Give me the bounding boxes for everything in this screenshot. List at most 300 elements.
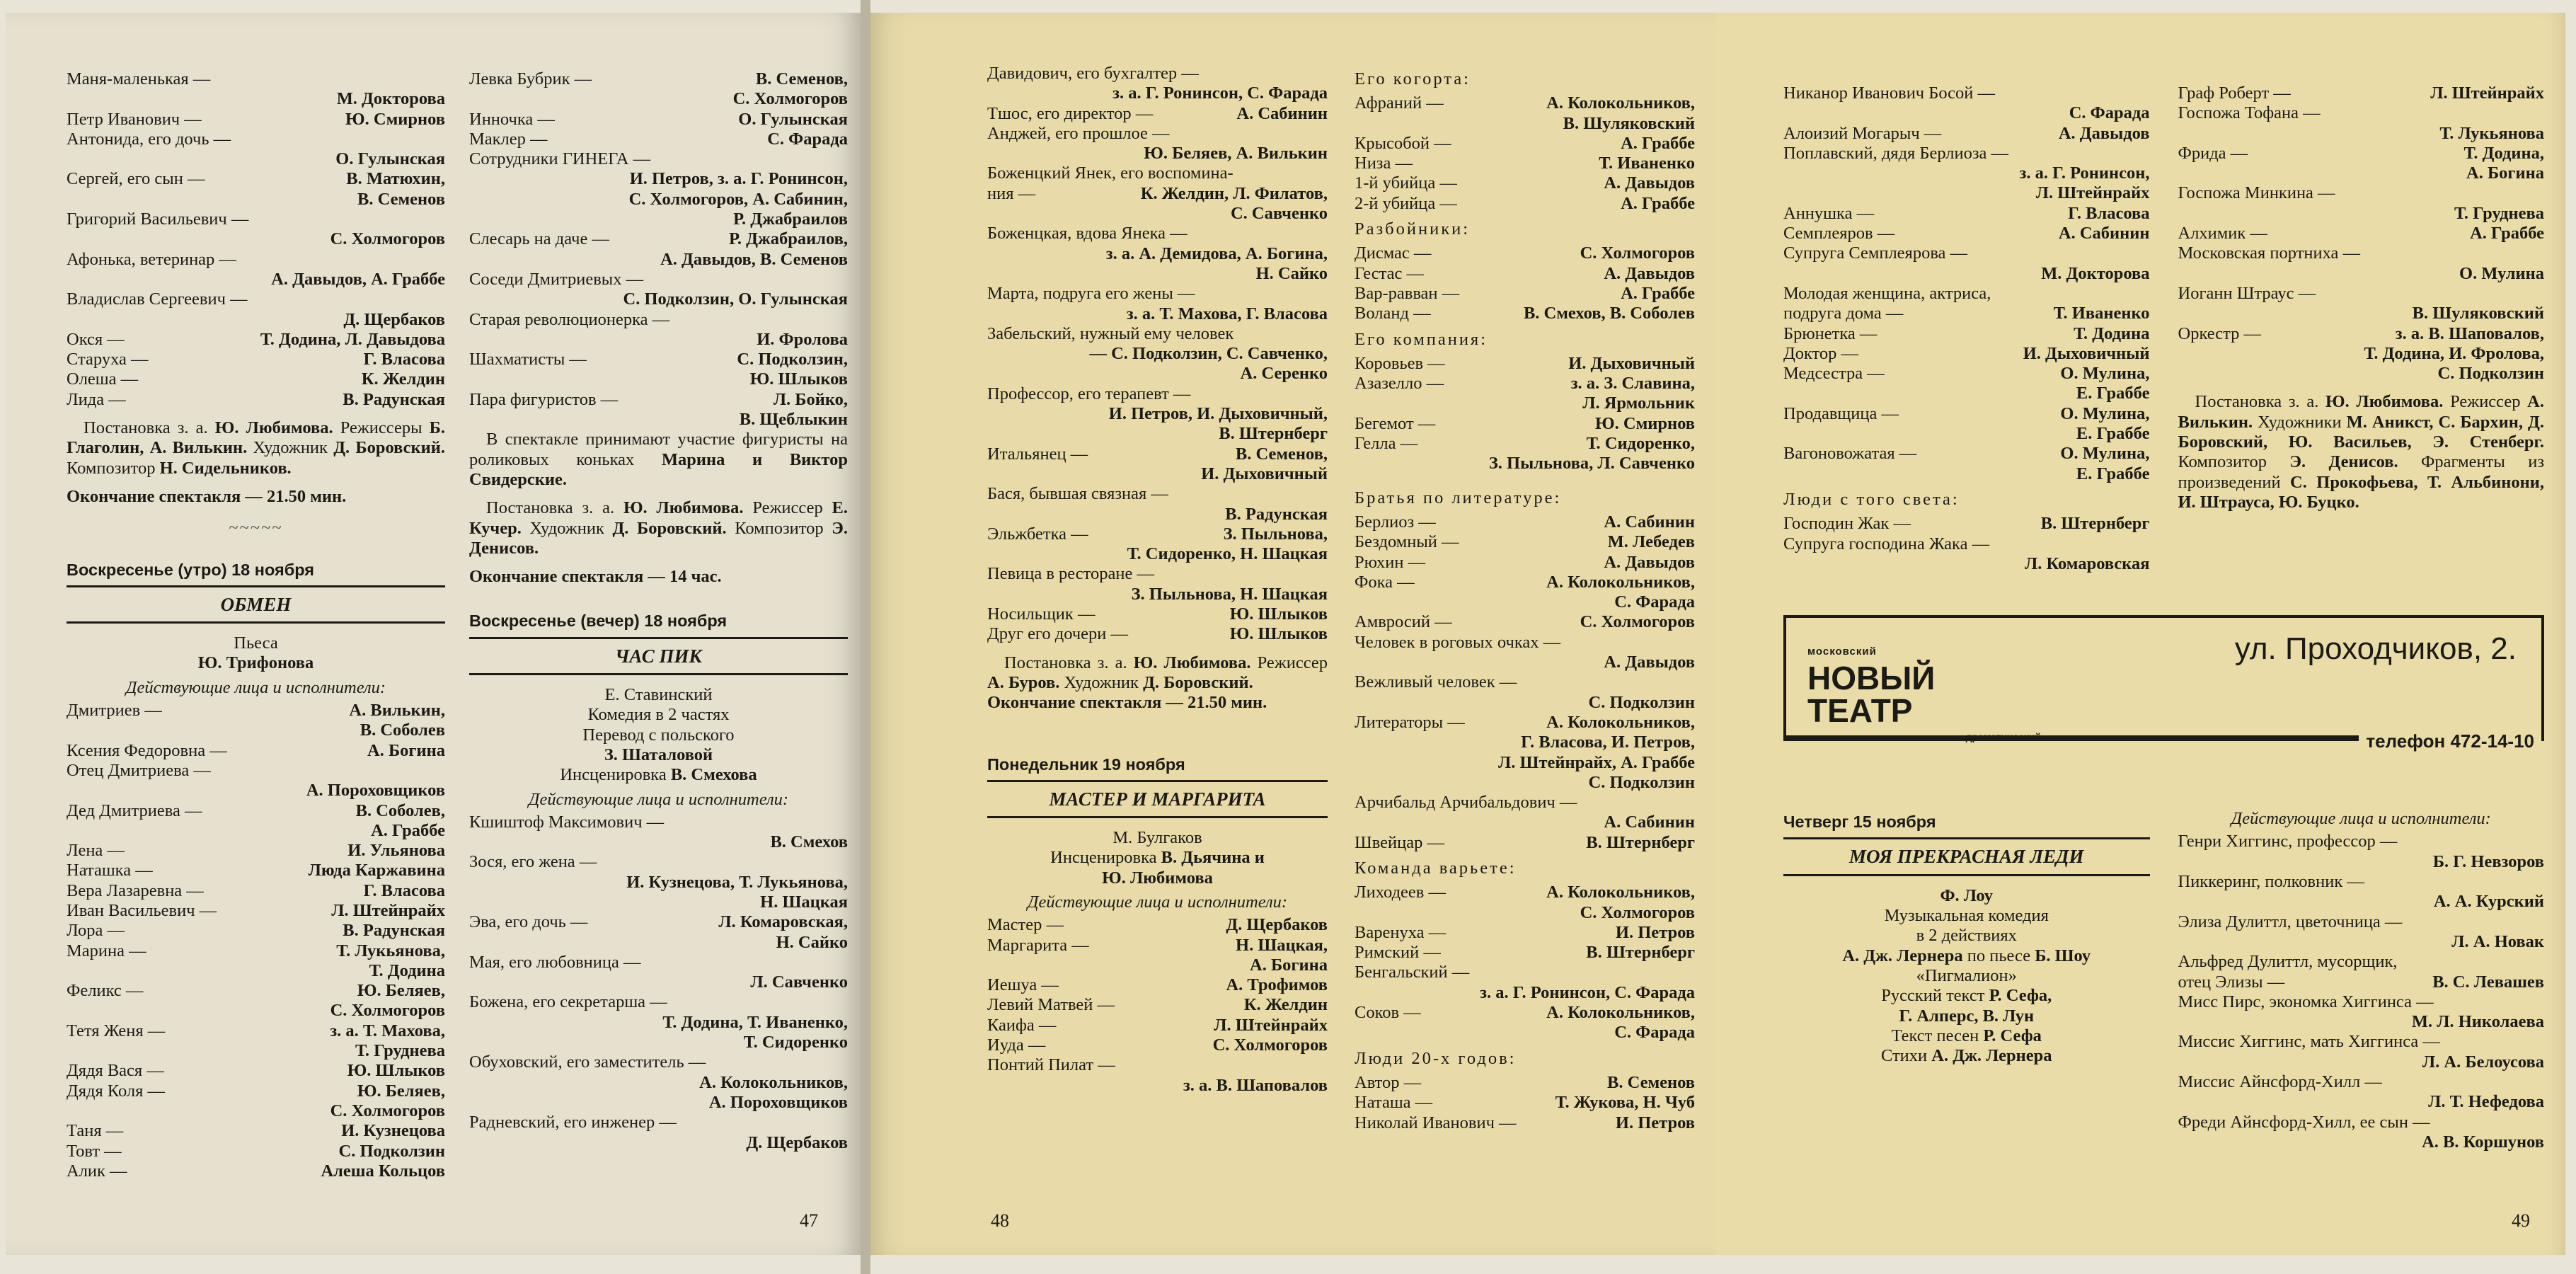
- role-name: Каифа —: [987, 1015, 1057, 1035]
- role-name: Маргарита —: [987, 935, 1089, 955]
- cast-entry: [1355, 963, 1695, 982]
- cast-entry: [67, 741, 445, 761]
- role-group-heading: Люди с того света:: [1783, 489, 1960, 509]
- role-name: Алик —: [67, 1161, 127, 1181]
- cast-entry: [1355, 793, 1695, 813]
- actor-name: О. Мулина,: [2060, 364, 2150, 384]
- cast-entry: [1783, 324, 2150, 344]
- role-name: Лена —: [67, 841, 125, 861]
- actor-name: А. Пороховщиков: [708, 1092, 848, 1112]
- actor-name: И. Петров, И. Дыховичный,: [1108, 404, 1328, 424]
- cast-entry: [67, 1061, 445, 1081]
- actor-name: Л. Штейнрайх, А. Граббе: [1498, 752, 1695, 772]
- actor-name: В. Штернберг: [2040, 514, 2150, 534]
- actor-name: О. Гулынская: [738, 109, 848, 129]
- spacer: [469, 587, 848, 604]
- role-name: Варенуха —: [1355, 922, 1447, 942]
- actor-name: В. Семенов: [357, 189, 445, 209]
- cast-entry: [987, 915, 1328, 935]
- credits-paragraph: Постановка з. а. Ю. Любимова. Режиссер А. Вилькин. Художники М. Аникст, С. Бархин, Д. Боровский, Ю. Васильев, Э. Стенберг. Композитор Э. Денисов. Фрагменты из произведений С. Прокофьева, Т. Альбинони, И. Штрауса, Ю. Буцко.: [2178, 392, 2545, 512]
- cast-entry: [1355, 532, 1695, 552]
- actor-name: А. Богина: [367, 740, 445, 760]
- theatre-phone: телефон 472-14-10: [2359, 731, 2541, 751]
- actor-name: Л. Т. Нефедова: [2428, 1092, 2544, 1112]
- theatre-advertisement: [1783, 615, 2544, 752]
- role-group-heading: Люди 20-х годов:: [1355, 1048, 1517, 1068]
- actor-name: Т. Лукьянова,: [336, 941, 445, 960]
- role-name: Никанор Иванович Босой —: [1783, 84, 1996, 103]
- actor-name: З. Пыльнова, Л. Савченко: [1488, 454, 1695, 474]
- actor-name: С. Подколзин: [338, 1141, 445, 1161]
- actor-name: Т. Жукова, Н. Чуб: [1555, 1093, 1695, 1113]
- role-name: Соседи Дмитриевых —: [469, 269, 644, 289]
- cast-entry: [1355, 512, 1695, 532]
- cast-entry: [1355, 672, 1695, 692]
- cast-entry: [1355, 1113, 1695, 1133]
- cast-entry: [67, 841, 445, 861]
- cast-entry: [987, 975, 1328, 995]
- actor-name: А. Богина: [2466, 163, 2544, 183]
- role-name: Сотрудники ГИНЕГА —: [469, 149, 651, 169]
- actor-name: Л. Савченко: [750, 972, 848, 992]
- actor-name: С. Холмогоров: [1580, 902, 1695, 922]
- actor-name: Д. Щербаков: [343, 309, 445, 329]
- performance-date: Воскресенье (утро) 18 ноября: [67, 560, 314, 579]
- cast-entry: [469, 310, 848, 330]
- role-name: Певица в ресторане —: [987, 564, 1155, 584]
- role-name: Дед Дмитриева —: [67, 800, 202, 820]
- role-name: Семплеяров —: [1783, 224, 1895, 243]
- play-info: Пьеса: [234, 633, 278, 653]
- actor-name: Л. Штейнрайх: [1214, 1015, 1328, 1035]
- cast-heading: Действующие лица и исполнители:: [528, 789, 789, 809]
- cast-entry: [1355, 134, 1695, 154]
- role-name: Профессор, его терапевт —: [987, 384, 1191, 403]
- role-name: Соков —: [1355, 1003, 1421, 1023]
- actor-name: Л. Комаровская: [2024, 553, 2150, 573]
- actor-name: Т. Сидоренко,: [1586, 434, 1695, 454]
- actor-name: И. Дыховичный: [1201, 464, 1328, 483]
- actor-name: А. Давыдов: [1604, 263, 1695, 283]
- cast-entry: [987, 624, 1328, 644]
- play-info: Перевод с польского: [582, 725, 735, 745]
- actor-name: з. а. В. Шаповалов,: [2395, 323, 2544, 343]
- cast-entry: [469, 390, 848, 410]
- theatre-address: ул. Проходчиков, 2.: [2234, 631, 2517, 667]
- cast-entry: [1355, 154, 1695, 173]
- actor-name: Т. Груднева: [355, 1041, 445, 1061]
- role-name: Николай Иванович —: [1355, 1113, 1517, 1132]
- cast-entry: [2178, 1113, 2545, 1132]
- actor-name: В. Шуляковский: [2412, 304, 2544, 323]
- role-name: Владислав Сергеевич —: [67, 289, 248, 309]
- page-47-left-column: [67, 69, 445, 1181]
- actor-name: А. Граббе: [1621, 133, 1695, 153]
- actor-name: Л. Комаровская,: [718, 912, 848, 932]
- role-name: Госпожа Тофана —: [2178, 103, 2321, 123]
- cast-entry: [67, 941, 445, 961]
- actor-name: Т. Иваненко: [2053, 304, 2150, 323]
- role-name: Антонида, его дочь —: [67, 129, 231, 149]
- cast-entry: [67, 1142, 445, 1161]
- cast-entry: [469, 992, 848, 1012]
- actor-name: Н. Сайко: [776, 932, 848, 952]
- cast-entry: [469, 1113, 848, 1132]
- actor-name: Т. Груднева: [2454, 203, 2544, 223]
- credits-paragraph: Постановка з. а. Ю. Любимова. Режиссеры Б. Глаголин, А. Вилькин. Художник Д. Боровский. Композитор Н. Сидельников.: [67, 418, 445, 478]
- cast-entry: [1783, 404, 2150, 424]
- role-name: Вера Лазаревна —: [67, 880, 204, 900]
- actor-name: А. Пороховщиков: [306, 781, 445, 800]
- actor-name: И. Кузнецова, Т. Лукьянова,: [626, 872, 848, 892]
- role-name: Пара фигуристов —: [469, 389, 619, 409]
- play-info: М. Булгаков: [1112, 828, 1202, 848]
- play-info: Русский текст Р. Сефа,: [1881, 986, 2052, 1006]
- spacer: [67, 478, 445, 487]
- role-name: Радневский, его инженер —: [469, 1113, 677, 1132]
- actor-name: А. Колокольников,: [1546, 712, 1695, 732]
- role-name: Вагоновожатая —: [1783, 444, 1917, 464]
- role-name: Дмитриев —: [67, 701, 162, 721]
- role-name: Швейцар —: [1355, 832, 1444, 852]
- role-name: Друг его дочери —: [987, 624, 1129, 644]
- actor-name: Е. Граббе: [2076, 464, 2150, 483]
- logo-small-text: московский: [1807, 645, 1877, 658]
- cast-entry: [67, 861, 445, 880]
- cast-entry: [2178, 284, 2545, 304]
- role-name: Ксения Федоровна —: [67, 740, 227, 760]
- cast-entry: [1355, 434, 1695, 454]
- page-48-right-column: [1355, 64, 1695, 1133]
- role-name: Вежливый человек —: [1355, 672, 1517, 692]
- role-name: Иван Васильевич —: [67, 900, 217, 920]
- actor-name: з. а. З. Славина,: [1570, 374, 1695, 394]
- role-name: Миссис Хиггинс, мать Хиггинса —: [2178, 1032, 2440, 1052]
- actor-name: Ю. Шлыков: [347, 1061, 445, 1081]
- role-name: Тшос, его директор —: [987, 103, 1154, 123]
- cast-entry: [1355, 833, 1695, 853]
- play-info: «Пигмалион»: [1916, 965, 2017, 985]
- role-name: Петр Иванович —: [67, 109, 202, 129]
- role-name: Мая, его любовница —: [469, 952, 641, 972]
- role-name: Старая революционерка —: [469, 309, 670, 329]
- role-name: Иешуа —: [987, 975, 1059, 995]
- cast-entry: [1783, 224, 2150, 243]
- cast-entry: [2178, 144, 2545, 163]
- actor-name: Люда Каржавина: [308, 861, 445, 880]
- role-name: Наташка —: [67, 861, 153, 880]
- actor-name: С. Фарада: [2069, 103, 2150, 123]
- cast-entry: [67, 801, 445, 821]
- cast-entry: [987, 64, 1328, 84]
- role-name: Отец Дмитриева —: [67, 760, 211, 780]
- role-name: Шахматисты —: [469, 350, 587, 369]
- actor-name: С. Подколзин, О. Гулынская: [623, 289, 848, 309]
- role-name: Понтий Пилат —: [987, 1055, 1115, 1075]
- cast-entry: [987, 224, 1328, 243]
- actor-name: В. Семенов,: [755, 69, 848, 88]
- role-name: Фока —: [1355, 572, 1415, 592]
- play-author: З. Шаталовой: [604, 745, 713, 764]
- role-name: Фреди Айнсфорд-Хилл, ее сын —: [2178, 1112, 2430, 1132]
- cast-entry: [1783, 144, 2150, 163]
- actor-name: В. Соболев: [360, 721, 445, 740]
- page-49-top-right-column: [2178, 84, 2545, 574]
- actor-name: И. Фролова: [757, 329, 848, 349]
- play-info: Е. Ставинский: [604, 685, 713, 705]
- actor-name: Г. Власова: [363, 880, 445, 900]
- actor-name: В. Радунская: [1225, 504, 1328, 524]
- role-name: Зося, его жена —: [469, 852, 597, 872]
- cast-entry: [469, 852, 848, 872]
- role-name: Эва, его дочь —: [469, 912, 588, 932]
- role-name: Левий Матвей —: [987, 995, 1115, 1015]
- actor-name: Д. Щербаков: [1226, 915, 1328, 935]
- actor-name: М. Докторова: [2041, 263, 2150, 283]
- role-name: Марина —: [67, 941, 146, 960]
- logo-title: НОВЫЙ ТЕАТР: [1807, 660, 1936, 730]
- cast-entry: [987, 564, 1328, 584]
- actor-name: С. Холмогоров: [1580, 612, 1695, 632]
- role-name: Оркестр —: [2178, 323, 2261, 343]
- cast-entry: [67, 369, 445, 389]
- role-name: Иоганн Штраус —: [2178, 283, 2316, 303]
- actor-name: О. Мулина: [2459, 263, 2544, 283]
- actor-name: А. Граббе: [371, 820, 445, 840]
- cast-entry: [469, 953, 848, 972]
- cast-entry: [2178, 183, 2545, 203]
- actor-name: И. Петров: [1615, 922, 1695, 942]
- page-number: 47: [800, 1210, 818, 1231]
- spacer: [987, 645, 1328, 653]
- actor-name: И. Петров, з. а. Г. Ронинсон,: [629, 169, 848, 189]
- cast-heading: Действующие лица и исполнители:: [125, 677, 386, 697]
- actor-name: И. Кузнецова: [341, 1121, 445, 1141]
- cast-entry: [67, 981, 445, 1001]
- actor-name: С. Подколзин,: [737, 350, 848, 369]
- role-name: Эльжбетка —: [987, 524, 1088, 544]
- role-group-heading: Его когорта:: [1355, 69, 1471, 88]
- cast-entry: [987, 444, 1328, 464]
- actor-name: А. Давыдов: [1604, 653, 1695, 672]
- role-name: Лиходеев —: [1355, 883, 1446, 902]
- actor-name: А. Граббе: [1621, 193, 1695, 213]
- cast-entry: [987, 995, 1328, 1015]
- role-name: Доктор —: [1783, 343, 1859, 363]
- play-info: А. Дж. Лернера по пьесе Б. Шоу: [1842, 946, 2091, 965]
- actor-name: С. Холмогоров: [330, 1101, 445, 1120]
- actor-name: Ю. Беляев, А. Вилькин: [1144, 144, 1328, 163]
- role-name: Госпожа Минкина —: [2178, 183, 2335, 203]
- actor-name: К. Желдин: [1243, 995, 1328, 1015]
- role-name: Автор —: [1355, 1072, 1422, 1092]
- cast-entry: [67, 1121, 445, 1141]
- role-name: Дисмас —: [1355, 243, 1432, 263]
- actor-name: М. Л. Николаева: [2411, 1012, 2544, 1032]
- role-group-heading: Братья по литературе:: [1355, 488, 1562, 507]
- cast-entry: [987, 104, 1328, 124]
- cast-entry: [469, 110, 848, 130]
- show-end-time: Окончание спектакля — 14 час.: [469, 567, 722, 587]
- cast-entry: [2178, 1072, 2545, 1092]
- actor-name: А. Давыдов: [2058, 123, 2150, 143]
- actor-name: С. Подколзин: [2437, 364, 2544, 384]
- actor-name: Ю. Беляев,: [357, 1081, 445, 1101]
- role-group-heading: Команда варьете:: [1355, 858, 1517, 878]
- actor-name: В. Семенов: [1606, 1072, 1695, 1092]
- actor-name: А. Давыдов: [1604, 552, 1695, 572]
- cast-entry: [469, 149, 848, 169]
- role-name: Азазелло —: [1355, 374, 1444, 394]
- role-group-heading: Его компания:: [1355, 329, 1488, 349]
- role-name: Берлиоз —: [1355, 512, 1436, 532]
- role-name: Боженцкий Янек, его воспомина-: [987, 163, 1234, 183]
- role-name: Элиза Дулиттл, цветочница —: [2178, 912, 2403, 931]
- role-name: Пиккеринг, полковник —: [2178, 872, 2364, 892]
- cast-entry: [67, 1081, 445, 1101]
- role-name: Медсестра —: [1783, 364, 1885, 384]
- role-name: Аннушка —: [1783, 203, 1875, 223]
- role-name: Низа —: [1355, 154, 1413, 173]
- actor-name: з. а. Т. Махова,: [330, 1021, 445, 1040]
- actor-name: Ю. Шлыков: [1229, 604, 1328, 624]
- actor-name: з. а. Г. Ронинсон,: [2019, 163, 2150, 183]
- spacer: [2178, 384, 2545, 392]
- actor-name: Т. Лукьянова: [2439, 123, 2544, 143]
- role-name: Алоизий Могарыч —: [1783, 123, 1942, 143]
- actor-name: Д. Щербаков: [746, 1132, 848, 1152]
- cast-entry: [1355, 374, 1695, 394]
- cast-entry: [469, 69, 848, 89]
- role-name: Человек в роговых очках —: [1355, 632, 1561, 652]
- cast-entry: [67, 1021, 445, 1041]
- page-47: [6, 13, 861, 1255]
- role-name: Продавщица —: [1783, 403, 1899, 423]
- actor-name: С. Савченко: [1230, 204, 1328, 224]
- role-name: Тетя Женя —: [67, 1021, 166, 1040]
- actor-name: А. Сабинин: [2058, 224, 2150, 243]
- credits-paragraph: Постановка з. а. Ю. Любимова. Режиссер А. Буров. Художник Д. Боровский.: [987, 653, 1328, 692]
- page-48: [870, 13, 1716, 1255]
- cast-entry: [469, 350, 848, 369]
- actor-name: з. а. В. Шаповалов: [1183, 1075, 1328, 1095]
- theatre-logo: [1807, 642, 2041, 747]
- actor-name: Б. Г. Невзоров: [2432, 851, 2544, 871]
- actor-name: В. Шуляковский: [1563, 113, 1695, 133]
- role-name: Миссис Айнсфорд-Хилл —: [2178, 1072, 2382, 1091]
- actor-name: С. Фарада: [1614, 1023, 1695, 1043]
- cast-entry: [67, 130, 445, 149]
- cast-entry: [67, 1161, 445, 1181]
- cast-entry: [1783, 284, 2150, 304]
- cast-entry: [1355, 414, 1695, 434]
- role-name: Брюнетка —: [1783, 323, 1878, 343]
- role-name: Марта, подруга его жены —: [987, 284, 1195, 304]
- role-name: Носильщик —: [987, 604, 1096, 624]
- play-title: МОЯ ПРЕКРАСНАЯ ЛЕДИ: [1783, 837, 2150, 876]
- cast-entry: [67, 881, 445, 901]
- page-number: 49: [2512, 1210, 2530, 1231]
- role-name: ния —: [987, 183, 1036, 203]
- cast-entry: [1355, 1073, 1695, 1093]
- role-name: Наташа —: [1355, 1093, 1433, 1113]
- actor-name: Т. Додина, Т. Иваненко,: [662, 1012, 848, 1032]
- play-info: Инсценировка В. Смехова: [560, 765, 757, 785]
- actor-name: Т. Додина: [369, 960, 445, 980]
- cast-entry: [1783, 84, 2150, 103]
- actor-name: Ю. Смирнов: [1595, 413, 1695, 433]
- credits-paragraph: В спектакле принимают участие фигуристы на роликовых коньках Марина и Виктор Свидерские.: [469, 430, 848, 489]
- role-name: Вар-равван —: [1355, 283, 1460, 303]
- role-name: Бася, бывшая связная —: [987, 484, 1168, 504]
- actor-name: В. С. Левашев: [2432, 972, 2544, 992]
- actor-name: О. Гулынская: [335, 149, 445, 169]
- cast-entry: [469, 229, 848, 249]
- actor-name: И. Дыховичный: [1568, 353, 1695, 373]
- cast-entry: [469, 912, 848, 932]
- role-name: Супруга Семплеярова —: [1783, 243, 1968, 263]
- page-48-left-column: [987, 64, 1328, 1133]
- ornament-divider: ~~~~~: [229, 518, 283, 538]
- role-name: Мастер —: [987, 915, 1064, 935]
- role-name: отец Элизы —: [2178, 972, 2285, 992]
- actor-name: Л. Бойко,: [773, 389, 848, 409]
- role-name: Гелла —: [1355, 434, 1418, 454]
- performance-date: Воскресенье (вечер) 18 ноября: [469, 612, 728, 631]
- credits-paragraph: Постановка з. а. Ю. Любимова. Режиссер Е. Кучер. Художник Д. Боровский. Композитор Э. Денисов.: [469, 498, 849, 558]
- actor-name: Ю. Смирнов: [345, 109, 445, 129]
- page-49-bottom-right-column: [2178, 805, 2545, 1152]
- role-name: Крысобой —: [1355, 133, 1451, 153]
- role-name: Лора —: [67, 921, 125, 941]
- page-number: 48: [991, 1210, 1009, 1231]
- actor-name: Г. Власова: [363, 350, 445, 369]
- role-name: Иуда —: [987, 1035, 1046, 1055]
- actor-name: А. Сабинин: [1604, 512, 1695, 532]
- cast-entry: [1783, 243, 2150, 263]
- spacer: [67, 410, 445, 418]
- cast-entry: [987, 124, 1328, 144]
- actor-name: Л. А. Белоусова: [2422, 1052, 2544, 1072]
- play-info: Комедия в 2 частях: [587, 705, 730, 725]
- actor-name: Т. Додина: [2074, 323, 2150, 343]
- actor-name: А. Давыдов: [1604, 173, 1695, 193]
- role-name: Супруга господина Жака —: [1783, 534, 1990, 553]
- actor-name: К. Желдин, Л. Филатов,: [1140, 183, 1328, 203]
- cast-entry: [2178, 872, 2545, 892]
- role-name: Господин Жак —: [1783, 514, 1911, 534]
- play-title: МАСТЕР И МАРГАРИТА: [987, 780, 1328, 818]
- cast-entry: [1783, 304, 2150, 323]
- actor-name: Ю. Беляев,: [357, 981, 445, 1001]
- cast-entry: [469, 270, 848, 289]
- cast-heading: Действующие лица и исполнители:: [2231, 809, 2491, 829]
- cast-entry: [1355, 612, 1695, 632]
- actor-name: Л. А. Новак: [2451, 931, 2544, 951]
- actor-name: И. Петров: [1615, 1113, 1695, 1132]
- cast-entry: [2178, 84, 2545, 103]
- role-name: Итальянец —: [987, 444, 1088, 464]
- cast-entry: [469, 813, 848, 832]
- actor-name: З. Пыльнова, Н. Шацкая: [1131, 584, 1328, 604]
- cast-entry: [1355, 713, 1695, 733]
- actor-name: Е. Граббе: [2076, 424, 2150, 444]
- cast-entry: [987, 184, 1328, 204]
- role-name: Давидович, его бухгалтер —: [987, 64, 1199, 83]
- cast-entry: [1355, 943, 1695, 963]
- role-name: Генри Хиггинс, профессор —: [2178, 832, 2398, 851]
- actor-name: Т. Иваненко: [1599, 154, 1695, 173]
